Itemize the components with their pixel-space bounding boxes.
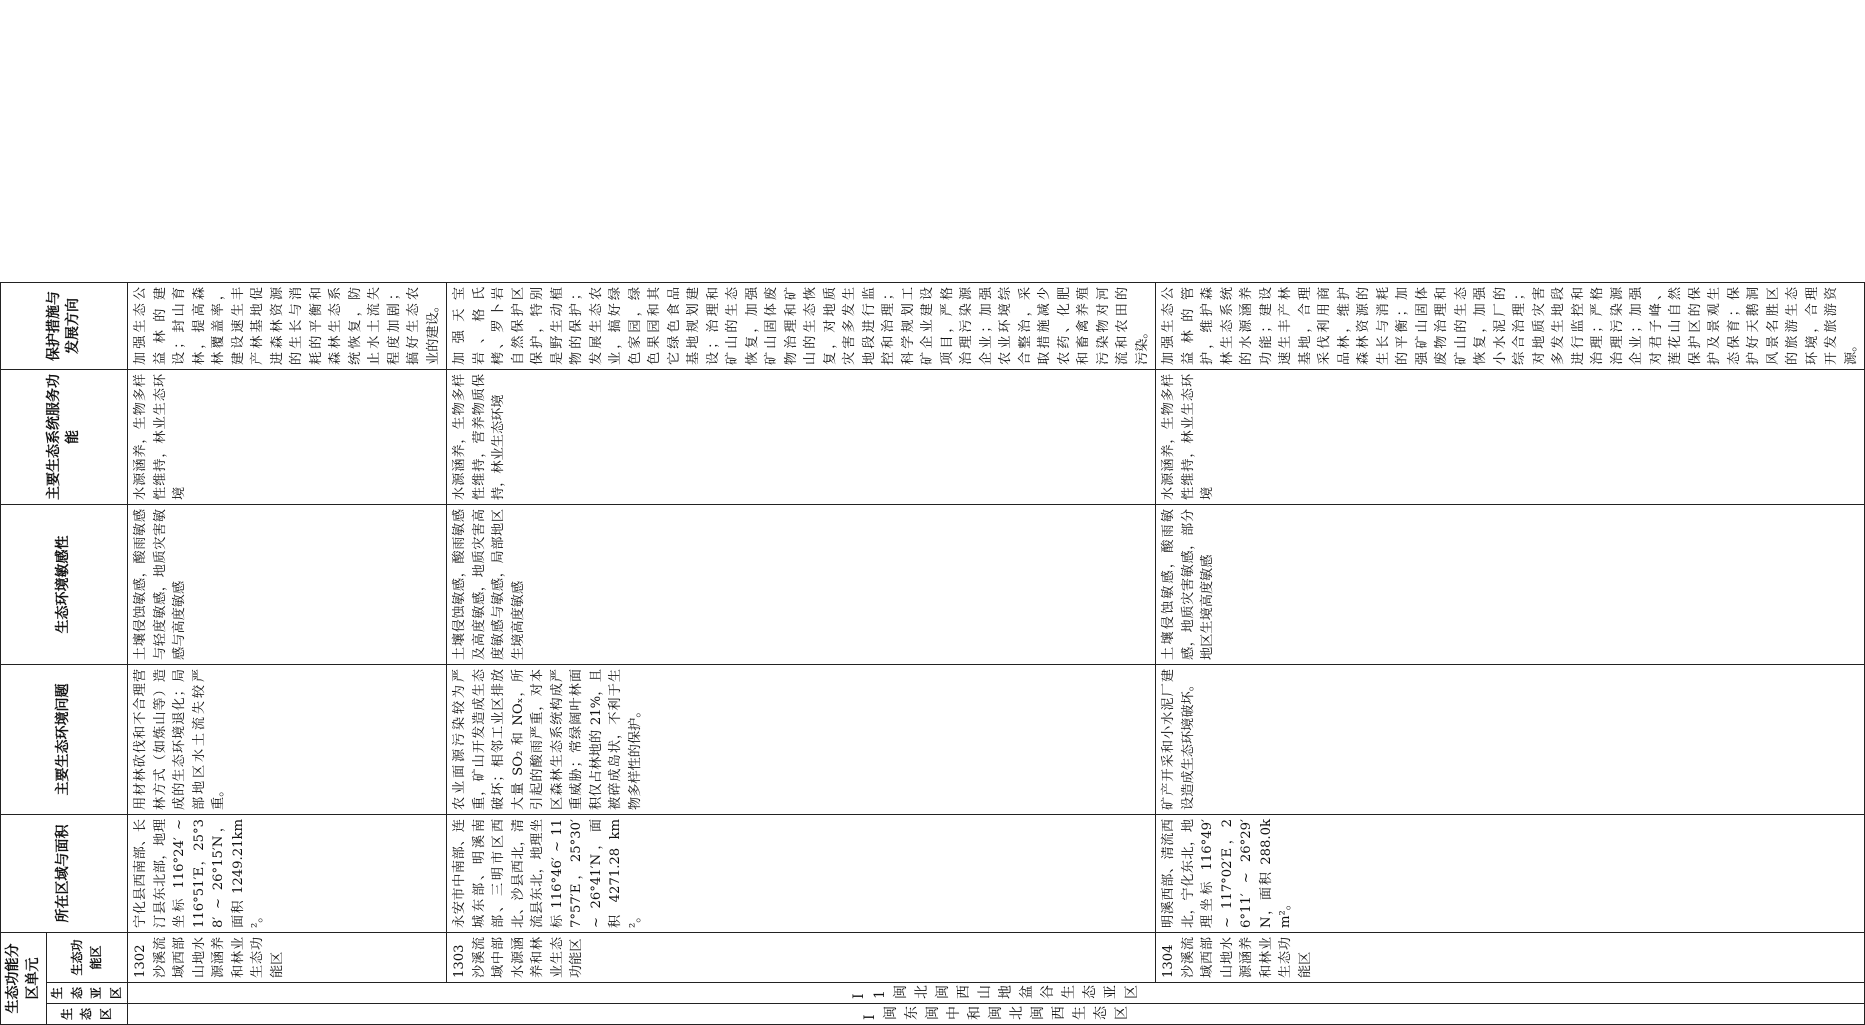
problems-cell: 矿产开采和小水泥厂建设造成生态环境破坏。 <box>1156 664 1865 814</box>
header-location: 所在区域与面积 <box>1 814 128 932</box>
sensitivity-cell: 土壤侵蚀敏感，酸雨敏感及高度敏感，地质灾害高度敏感与敏感，局部地区生境高度敏感 <box>447 504 1156 664</box>
table-row <box>447 0 1156 1025</box>
problems-cell: 农业面源污染较为严重，矿山开发造成生态破坏；相邻工业区排放大量 SO₂ 和 NOₓ，所引起的酸雨严重，对本区森林生态系统构成严重威胁；常绿阔叶林面积仅占林地的 21%，且被碎成岛状，不利于生物多样性的保护。 <box>447 664 1156 814</box>
header-zone: 生态区 <box>47 1004 128 1025</box>
sensitivity-cell: 土壤侵蚀敏感，酸雨敏感与轻度敏感，地质灾害敏感与高度敏感 <box>128 504 447 664</box>
measures-cell: 加强生态公益林的管护，维护森林生态系统的水源涵养功能；建设速生丰产林基地，合理采伐利用商品林，维护森林资源的生长与消耗的平衡；加强矿山固体废物治理和矿山的生态恢复，加强小水泥厂的综合治理；对地质灾害多发生地段进行监控和治理；严格治理污染源企业；加强对君子峰、莲花山自然保护区的保护及景观生态保育；保护好天鹅洞风景名胜区的旅游生态环境，合理开发旅游资源。 <box>1156 282 1865 369</box>
header-problems: 主要生态环境问题 <box>1 664 128 814</box>
unit-cell: 1302 沙溪流域西部山地水源涵养和林业生态功能区 <box>128 932 447 982</box>
measures-cell: 加强天宝岩、格氏栲、罗卜岩自然保护区保护，特别是野生动植物的保护；发展生态农业，搞好绿色家园，绿色果园和其它绿色食品基地规划建设；治理和矿山的生态恢复，加强矿山固体废物治理和矿山的生态恢复，对地质灾害多发生地段进行监控和治理；科学规划工矿企业建设项目，严格治理污染源企业；加强农业环境综合整治，采取措施减少农药、化肥和畜禽养殖污染物对河流和农田的污染。 <box>447 282 1156 369</box>
header-measures: 保护措施与发展方向 <box>1 282 128 369</box>
services-cell: 水源涵养，生物多样性维持，林业生态环境 <box>1156 369 1865 504</box>
services-cell: 水源涵养，生物多样性维持，营养物质保持，林业生态环境 <box>447 369 1156 504</box>
header-row-top <box>1 0 47 1025</box>
header-services: 主要生态系统服务功能 <box>1 369 128 504</box>
zone-name: I 闽东闽中和闽北闽西生态区 <box>861 1006 1130 1020</box>
table-row <box>128 0 447 1025</box>
services-cell: 水源涵养，生物多样性维持，林业生态环境 <box>128 369 447 504</box>
subzone-name: I1 闽北闽西山地盆谷生态亚区 <box>851 985 1140 999</box>
unit-cell: 1304 沙溪流域西部山地水源涵养和林业生态功能区 <box>1156 932 1865 982</box>
location-cell: 明溪西部、清流西北，宁化东北，地理坐标 116°49′ ~ 117°02′E，26°11′ ~ 26°29′N，面积 288.0km²。 <box>1156 814 1865 932</box>
header-subzone: 生态亚区 <box>47 983 128 1004</box>
table-row <box>1156 0 1865 1025</box>
problems-cell: 用材林砍伐和不合理营林方式（如炼山等）造成的生态环境退化；局部地区水土流失较严重。 <box>128 664 447 814</box>
location-cell: 永安市中南部、连城东部、明溪南部、三明市区西北、沙县西北，清流县东北，地理坐标 116°46′ ~ 117°57′E，25°30′ ~ 26°41′N，面积 4271.28 km²。 <box>447 814 1156 932</box>
measures-cell: 加强生态公益林的建设；封山育林，提高森林覆盖率，建设速生丰产林基地促进森林资源的生长与消耗的平衡和森林生态系统恢复，防止水土流失程度加剧；搞好生态农业的建设。 <box>128 282 447 369</box>
header-sensitivity: 生态环境敏感性 <box>1 504 128 664</box>
sensitivity-cell: 土壤侵蚀敏感，酸雨敏感，地质灾害敏感，部分地区生境高度敏感 <box>1156 504 1865 664</box>
header-unit-group: 生态功能分区单元 <box>1 932 47 1024</box>
subzone-cell <box>128 983 1865 1004</box>
zone-cell <box>128 1004 1865 1025</box>
unit-cell: 1303 沙溪流域中部水源涵养和林业生态功能区 <box>447 932 1156 982</box>
header-func-zone: 生态功能区 <box>47 932 128 982</box>
location-cell: 宁化县西南部、长汀县东北部，地理坐标 116°24′ ~ 116°51′E，25°38′ ~ 26°15′N，面积 1249.21km²。 <box>128 814 447 932</box>
